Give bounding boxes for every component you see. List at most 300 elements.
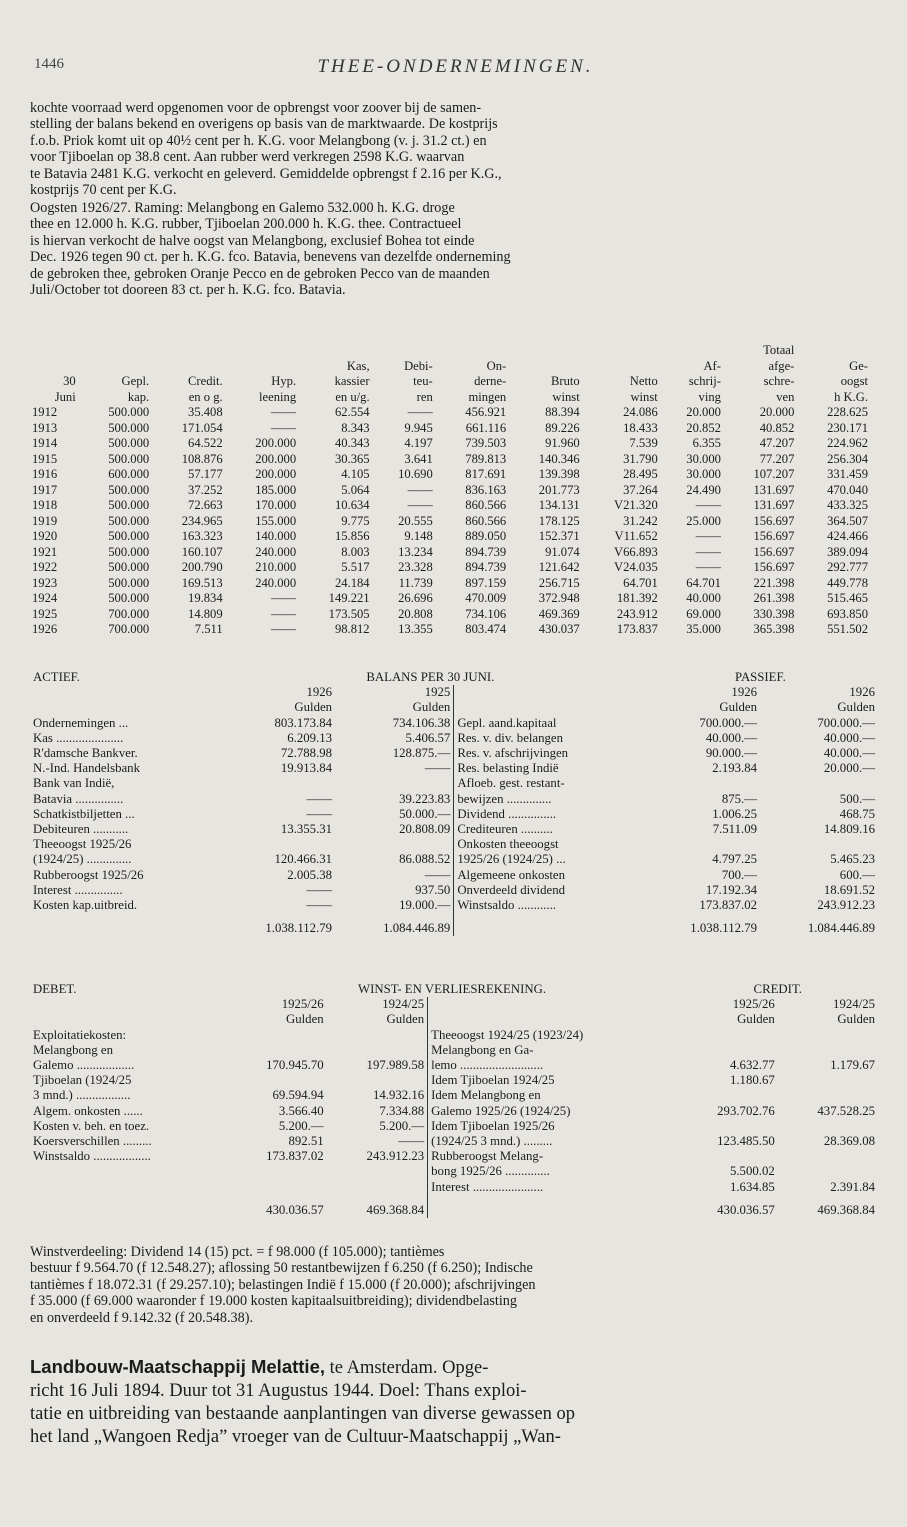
table-cell: 88.394 bbox=[545, 405, 580, 419]
table-cell: 240.000 bbox=[255, 575, 297, 590]
amount: 1.634.85 bbox=[729, 1179, 775, 1194]
amount: 803.173.84 bbox=[274, 715, 333, 730]
column-header: Hyp. bbox=[271, 374, 297, 388]
table-cell: 156.697 bbox=[753, 513, 795, 528]
table-cell: 62.554 bbox=[334, 405, 370, 419]
total-amount: 469.368.84 bbox=[366, 1202, 425, 1217]
column-header: schre- bbox=[763, 374, 795, 388]
amount bbox=[335, 837, 454, 852]
amount: 243.912.23 bbox=[366, 1149, 425, 1164]
row-label: Schatkistbiljetten ... bbox=[33, 806, 135, 821]
row-label: Ondernemingen ... bbox=[33, 715, 129, 730]
table-cell: 10.690 bbox=[398, 467, 433, 481]
table-cell: 256.304 bbox=[827, 451, 868, 466]
intro-paragraph bbox=[30, 100, 877, 198]
year-label: 1926 bbox=[306, 685, 333, 700]
table-cell: 897.159 bbox=[465, 575, 507, 590]
table-cell: 181.392 bbox=[616, 591, 658, 605]
table-cell: 156.697 bbox=[753, 529, 795, 543]
year-label: 1925/26 bbox=[281, 997, 324, 1012]
table-row bbox=[30, 452, 870, 468]
table-row bbox=[30, 529, 870, 545]
table-cell: 224.962 bbox=[827, 436, 868, 450]
oogsten-paragraph bbox=[30, 200, 877, 298]
amount: 5.200.— bbox=[379, 1118, 425, 1133]
table-row bbox=[30, 514, 870, 530]
table-cell: 57.177 bbox=[188, 467, 223, 481]
table-cell: —— bbox=[270, 606, 297, 621]
amount: 197.989.58 bbox=[366, 1058, 425, 1073]
amount bbox=[226, 1043, 326, 1058]
amount: 69.594.94 bbox=[272, 1088, 324, 1103]
amount bbox=[778, 1164, 878, 1179]
amount: 4.632.77 bbox=[729, 1058, 775, 1073]
unit-row bbox=[30, 1012, 878, 1027]
table-cell: 64.522 bbox=[188, 436, 223, 450]
row-label: lemo .......................... bbox=[428, 1058, 678, 1073]
amount bbox=[678, 1119, 778, 1134]
row-label: Dividend ............... bbox=[454, 807, 643, 822]
table-cell: 1925 bbox=[32, 606, 58, 621]
table-cell: 256.715 bbox=[538, 575, 580, 590]
profit-loss-account bbox=[30, 982, 878, 1218]
amount: 14.809.16 bbox=[823, 822, 875, 837]
amount: 86.088.52 bbox=[399, 852, 451, 867]
winstverdeeling-paragraph bbox=[30, 1244, 877, 1326]
text-line: f 35.000 (f 69.000 waaronder f 19.000 kosten kapitaalsuitbreiding); dividendbelasting bbox=[30, 1293, 517, 1310]
table-cell: 20.000 bbox=[759, 405, 795, 419]
amount: 14.932.16 bbox=[372, 1088, 425, 1103]
table-header-row bbox=[30, 359, 870, 375]
row-label: N.-Ind. Handelsbank bbox=[33, 761, 140, 776]
amount bbox=[335, 776, 454, 791]
table-cell: —— bbox=[695, 544, 721, 559]
table-cell: 4.105 bbox=[341, 467, 370, 481]
column-header: kap. bbox=[127, 389, 150, 404]
table-cell: 201.773 bbox=[538, 482, 580, 497]
amount: 173.837.02 bbox=[699, 898, 758, 913]
spacer bbox=[428, 1012, 678, 1027]
column-header: kassier bbox=[334, 374, 370, 388]
left-title: ACTIEF. bbox=[33, 670, 80, 684]
row-label: Winstsaldo .................. bbox=[33, 1149, 151, 1164]
spacer bbox=[454, 685, 643, 700]
table-cell: 1918 bbox=[32, 498, 58, 512]
table-cell: 10.634 bbox=[334, 498, 370, 512]
table-cell: 35.000 bbox=[686, 622, 721, 636]
amount: —— bbox=[424, 867, 451, 882]
table-cell: 817.691 bbox=[465, 467, 507, 481]
table-cell: 149.221 bbox=[328, 591, 370, 605]
spacer bbox=[30, 913, 218, 936]
table-cell: 364.507 bbox=[827, 513, 868, 528]
totals-row bbox=[30, 913, 878, 936]
amount: 5.406.57 bbox=[405, 730, 451, 745]
table-cell: 500.000 bbox=[108, 529, 150, 543]
row-label: Kosten kap.uitbreid. bbox=[33, 898, 138, 913]
table-cell: 500.000 bbox=[108, 591, 150, 605]
row-label: Kas ..................... bbox=[33, 730, 124, 745]
table-row bbox=[30, 545, 870, 561]
amount: 72.788.98 bbox=[280, 746, 333, 761]
table-cell: 200.000 bbox=[255, 451, 297, 466]
column-header: Debi- bbox=[404, 358, 433, 373]
section-title: WINST- EN VERLIESREKENING. bbox=[358, 982, 547, 996]
table-cell: 40.343 bbox=[334, 436, 370, 450]
row-label: Melangbong en Ga- bbox=[428, 1043, 678, 1058]
table-cell: 860.566 bbox=[465, 513, 507, 528]
table-cell: 134.131 bbox=[538, 498, 580, 512]
amount: 39.223.83 bbox=[399, 791, 451, 806]
table-cell: —— bbox=[695, 529, 721, 543]
column-header bbox=[225, 343, 298, 359]
amount: 500.— bbox=[839, 791, 875, 806]
column-header bbox=[298, 343, 371, 359]
table-row bbox=[30, 1104, 878, 1119]
text-line: het land „Wangoen Redja” vroeger van de Cultuur-Maatschappij „Wan- bbox=[30, 1427, 561, 1447]
table-cell: 228.625 bbox=[827, 405, 868, 419]
table-cell: 500.000 bbox=[108, 451, 150, 466]
column-header bbox=[582, 359, 660, 375]
row-label: bong 1925/26 .............. bbox=[428, 1164, 678, 1179]
year-label: 1926 bbox=[731, 685, 758, 700]
unit-label: Gulden bbox=[294, 700, 333, 715]
row-label: 3 mnd.) ................. bbox=[33, 1088, 131, 1103]
table-row bbox=[30, 483, 870, 499]
text-line: de gebroken thee, gebroken Oranje Pecco en de gebroken Pecco van de maanden bbox=[30, 265, 490, 282]
table-cell: 1923 bbox=[32, 575, 58, 590]
table-row bbox=[30, 1149, 878, 1164]
right-title: CREDIT. bbox=[753, 982, 803, 996]
amount: 600.— bbox=[839, 867, 875, 882]
table-cell: V11.652 bbox=[614, 529, 658, 543]
row-label: 1925/26 (1924/25) ... bbox=[454, 852, 643, 867]
section-title-row bbox=[30, 982, 878, 997]
table-cell: 8.343 bbox=[341, 420, 370, 435]
column-header bbox=[151, 359, 224, 375]
column-header: schrij- bbox=[688, 374, 721, 388]
amount bbox=[226, 1164, 326, 1179]
table-cell: —— bbox=[695, 498, 721, 512]
column-header: leening bbox=[259, 389, 297, 404]
column-header bbox=[225, 359, 298, 375]
amount bbox=[778, 1088, 878, 1103]
amount: 17.192.34 bbox=[705, 882, 758, 897]
amount: —— bbox=[306, 882, 333, 897]
table-cell: 91.074 bbox=[545, 544, 580, 559]
table-cell: 330.398 bbox=[753, 606, 795, 621]
table-cell: 20.808 bbox=[398, 606, 433, 621]
row-label: Theeoogst 1924/25 (1923/24) bbox=[428, 1028, 678, 1043]
amount: 5.500.02 bbox=[729, 1164, 775, 1179]
table-row bbox=[30, 776, 878, 791]
column-header bbox=[508, 359, 581, 375]
total-amount: 1.038.112.79 bbox=[265, 921, 333, 936]
table-cell: 1920 bbox=[32, 529, 58, 543]
table-cell: 91.960 bbox=[545, 436, 580, 450]
table-cell: 1922 bbox=[32, 560, 58, 574]
table-cell: 243.912 bbox=[616, 606, 658, 621]
table-cell: 389.094 bbox=[827, 544, 868, 559]
column-header: ving bbox=[698, 389, 721, 404]
table-row bbox=[30, 436, 870, 452]
table-row bbox=[30, 746, 878, 761]
table-cell: 18.433 bbox=[623, 420, 658, 435]
table-cell: 19.834 bbox=[188, 591, 223, 605]
page-number: 1446 bbox=[34, 56, 64, 72]
row-label: bewijzen .............. bbox=[454, 792, 643, 807]
text-line: te Batavia 2481 K.G. verkocht en geleverd. Gemiddelde opbrengst f 2.16 per K.G., bbox=[30, 165, 502, 182]
row-label: Idem Melangbong en bbox=[428, 1088, 678, 1103]
table-cell: —— bbox=[695, 560, 721, 574]
column-header: Ge- bbox=[849, 358, 868, 373]
table-cell: 500.000 bbox=[108, 560, 150, 574]
unit-label: Gulden bbox=[837, 1012, 875, 1027]
table-cell: 173.837 bbox=[616, 622, 658, 636]
row-label: Bank van Indië, bbox=[33, 776, 115, 791]
amount: 892.51 bbox=[288, 1134, 324, 1149]
table-cell: 1926 bbox=[32, 622, 58, 636]
table-cell: 23.328 bbox=[398, 560, 433, 574]
table-cell: 31.790 bbox=[623, 451, 658, 466]
text-line: Juli/October tot dooreen 83 ct. per h. K.G. fco. Batavia. bbox=[30, 282, 346, 299]
table-cell: 292.777 bbox=[827, 560, 868, 574]
table-row bbox=[30, 761, 878, 776]
amount: 468.75 bbox=[839, 806, 875, 821]
column-header: Kas, bbox=[346, 358, 370, 373]
table-cell: 661.116 bbox=[465, 420, 507, 435]
amount: 13.355.31 bbox=[280, 822, 333, 837]
amount: 170.945.70 bbox=[266, 1058, 324, 1073]
year-label: 1924/25 bbox=[382, 997, 425, 1012]
amount bbox=[778, 1073, 878, 1088]
total-amount: 1.084.446.89 bbox=[383, 921, 451, 936]
table-cell: 470.040 bbox=[827, 482, 868, 497]
column-header: Bruto bbox=[551, 374, 580, 388]
amount: 700.— bbox=[721, 867, 758, 882]
table-cell: 30.365 bbox=[334, 451, 370, 466]
table-cell: 14.809 bbox=[188, 606, 223, 621]
table-row bbox=[30, 591, 870, 607]
table-cell: 1914 bbox=[32, 436, 58, 450]
text-line: f.o.b. Priok komt uit op 40½ cent per h. K.G. voor Melangbong (v. j. 31.2 ct.) en bbox=[30, 132, 487, 149]
amount: 40.000.— bbox=[823, 746, 875, 761]
table-row bbox=[30, 1058, 878, 1073]
table-cell: 171.054 bbox=[181, 420, 223, 435]
table-cell: —— bbox=[270, 591, 297, 605]
table-cell: 500.000 bbox=[108, 420, 150, 435]
text-line: tantièmes f 18.072.31 (f 29.257.10); belastingen Indië f 15.000 (f 20.000); afschrijvingen bbox=[30, 1276, 536, 1293]
column-header bbox=[78, 343, 151, 359]
text-line: tatie en uitbreiding van bestaande aanplantingen van diverse gewassen op bbox=[30, 1404, 576, 1424]
table-cell: 365.398 bbox=[753, 622, 795, 636]
right-title: PASSIEF. bbox=[735, 670, 786, 684]
amount: 700.000.— bbox=[699, 715, 758, 730]
amount: 437.528.25 bbox=[817, 1103, 875, 1118]
amount: 6.209.13 bbox=[287, 730, 333, 745]
table-cell: 500.000 bbox=[108, 405, 150, 419]
row-label: Algem. onkosten ...... bbox=[33, 1103, 143, 1118]
row-label: Debiteuren ........... bbox=[33, 822, 129, 837]
table-cell: 470.009 bbox=[465, 591, 507, 605]
table-cell: 13.234 bbox=[398, 544, 433, 559]
amount: —— bbox=[306, 791, 333, 806]
table-cell: 234.965 bbox=[181, 513, 223, 528]
column-header: Af- bbox=[703, 358, 721, 373]
table-cell: 1921 bbox=[32, 544, 58, 559]
table-cell: 28.495 bbox=[623, 467, 658, 481]
amount bbox=[226, 1073, 326, 1088]
table-cell: 261.398 bbox=[753, 591, 795, 605]
year-row bbox=[30, 997, 878, 1012]
table-cell: 1913 bbox=[32, 420, 58, 435]
row-label: Gepl. aand.kapitaal bbox=[454, 716, 643, 731]
table-row bbox=[30, 822, 878, 837]
text-line: en onverdeeld f 9.142.32 (f 20.548.38). bbox=[30, 1309, 254, 1326]
table-cell: 700.000 bbox=[108, 606, 150, 621]
column-header: ven bbox=[776, 389, 795, 404]
text-line: richt 16 Juli 1894. Duur tot 31 Augustus 1944. Doel: Thans exploi- bbox=[30, 1381, 527, 1401]
row-label: Rubberoogst Melang- bbox=[428, 1149, 678, 1164]
amount: —— bbox=[398, 1134, 425, 1149]
table-cell: 889.050 bbox=[465, 529, 507, 543]
table-cell: 515.465 bbox=[827, 591, 868, 605]
row-label: Exploitatiekosten: bbox=[33, 1027, 127, 1042]
total-amount: 1.038.112.79 bbox=[690, 921, 758, 936]
amount: 5.465.23 bbox=[830, 852, 875, 867]
column-header: Juni bbox=[54, 389, 76, 404]
table-cell: 433.325 bbox=[827, 498, 868, 512]
table-row bbox=[30, 1119, 878, 1134]
table-cell: 1917 bbox=[32, 482, 58, 497]
table-cell: 20.852 bbox=[686, 420, 721, 435]
amount bbox=[643, 776, 760, 791]
spacer bbox=[454, 913, 643, 936]
total-amount: 469.368.84 bbox=[817, 1202, 875, 1217]
row-label: Interest ...................... bbox=[428, 1180, 678, 1195]
column-header: oogst bbox=[840, 374, 868, 388]
table-cell: 739.503 bbox=[465, 436, 507, 450]
amount: 3.566.40 bbox=[278, 1103, 324, 1118]
table-cell: 9.775 bbox=[341, 513, 370, 528]
table-cell: 160.107 bbox=[181, 544, 223, 559]
amount: 120.466.31 bbox=[274, 852, 333, 867]
table-cell: 5.517 bbox=[341, 560, 370, 574]
spacer bbox=[30, 1012, 226, 1027]
spacer bbox=[454, 700, 643, 715]
row-label: Onkosten theeoogst bbox=[454, 837, 643, 852]
row-label: Tjiboelan (1924/25 bbox=[33, 1073, 132, 1088]
table-row bbox=[30, 421, 870, 437]
text-line: bestuur f 9.564.70 (f 12.548.27); aflossing 50 restantbewijzen f 6.250 (f 6.250); Indische bbox=[30, 1260, 533, 1277]
table-cell: 26.696 bbox=[398, 591, 433, 605]
table-cell: 200.000 bbox=[255, 436, 297, 450]
table-row bbox=[30, 576, 870, 592]
history-table bbox=[30, 343, 870, 638]
amount: —— bbox=[424, 761, 451, 776]
row-label: Koersverschillen ......... bbox=[33, 1134, 152, 1149]
table-cell: 178.125 bbox=[538, 513, 580, 528]
text-line: Dec. 1926 tegen 90 ct. per h. K.G. fco. Batavia, benevens van dezelfde onderneming bbox=[30, 249, 511, 266]
column-header: h K.G. bbox=[834, 389, 868, 404]
table-cell: 69.000 bbox=[686, 606, 721, 621]
amount bbox=[778, 1028, 878, 1043]
row-label: Res. v. afschrijvingen bbox=[454, 746, 643, 761]
table-cell: 24.086 bbox=[623, 405, 658, 419]
amount bbox=[778, 1043, 878, 1058]
table-cell: 1912 bbox=[32, 405, 58, 419]
table-cell: 210.000 bbox=[255, 560, 297, 574]
amount bbox=[678, 1043, 778, 1058]
amount bbox=[327, 1180, 428, 1195]
table-cell: 7.539 bbox=[629, 436, 658, 450]
table-cell: 37.264 bbox=[623, 482, 658, 497]
table-cell: 25.000 bbox=[686, 513, 721, 528]
amount: 4.797.25 bbox=[712, 852, 758, 867]
row-label: Melangbong en bbox=[33, 1042, 113, 1057]
table-row bbox=[30, 1134, 878, 1149]
table-row bbox=[30, 868, 878, 883]
spacer bbox=[30, 685, 218, 700]
table-cell: 20.555 bbox=[398, 513, 433, 528]
table-cell: 894.739 bbox=[465, 560, 507, 574]
table-row bbox=[30, 622, 870, 638]
table-row bbox=[30, 1164, 878, 1179]
table-cell: 107.207 bbox=[753, 467, 795, 481]
table-cell: 30.000 bbox=[686, 451, 721, 466]
table-cell: 24.184 bbox=[334, 575, 370, 590]
row-label: Idem Tjiboelan 1925/26 bbox=[428, 1119, 678, 1134]
column-header bbox=[796, 343, 870, 359]
table-row bbox=[30, 807, 878, 822]
year-label: 1926 bbox=[849, 685, 875, 700]
table-cell: 500.000 bbox=[108, 513, 150, 528]
table-cell: 9.945 bbox=[404, 420, 433, 435]
table-cell: —— bbox=[270, 420, 297, 435]
column-header bbox=[78, 359, 151, 375]
amount bbox=[226, 1180, 326, 1195]
amount: 128.875.— bbox=[392, 746, 451, 761]
table-cell: 170.000 bbox=[255, 498, 297, 512]
table-cell: 1915 bbox=[32, 451, 58, 466]
unit-label: Gulden bbox=[837, 700, 875, 715]
amount bbox=[327, 1028, 428, 1043]
table-cell: 31.242 bbox=[623, 513, 658, 528]
unit-label: Gulden bbox=[285, 1012, 324, 1027]
table-cell: 424.466 bbox=[827, 529, 868, 543]
row-label: Rubberoogst 1925/26 bbox=[33, 867, 144, 882]
section-title-row bbox=[30, 670, 878, 685]
row-label bbox=[30, 1164, 226, 1179]
table-cell: 152.371 bbox=[538, 529, 580, 543]
table-cell: 734.106 bbox=[465, 606, 507, 621]
row-label: Res. v. div. belangen bbox=[454, 731, 643, 746]
column-header bbox=[582, 343, 660, 359]
amount bbox=[218, 837, 335, 852]
table-cell: 35.408 bbox=[188, 405, 223, 419]
table-cell: 1919 bbox=[32, 513, 58, 528]
table-cell: 240.000 bbox=[255, 544, 297, 559]
amount: 28.369.08 bbox=[823, 1134, 875, 1149]
table-row bbox=[30, 837, 878, 852]
column-header: derne- bbox=[474, 374, 507, 388]
table-cell: 469.369 bbox=[538, 606, 580, 621]
table-cell: 200.790 bbox=[181, 560, 223, 574]
amount bbox=[678, 1149, 778, 1164]
table-cell: 20.000 bbox=[686, 405, 721, 419]
text-line: kochte voorraad werd opgenomen voor de opbrengst voor zoover bij de samen- bbox=[30, 100, 482, 116]
column-header: en u/g. bbox=[335, 389, 370, 404]
